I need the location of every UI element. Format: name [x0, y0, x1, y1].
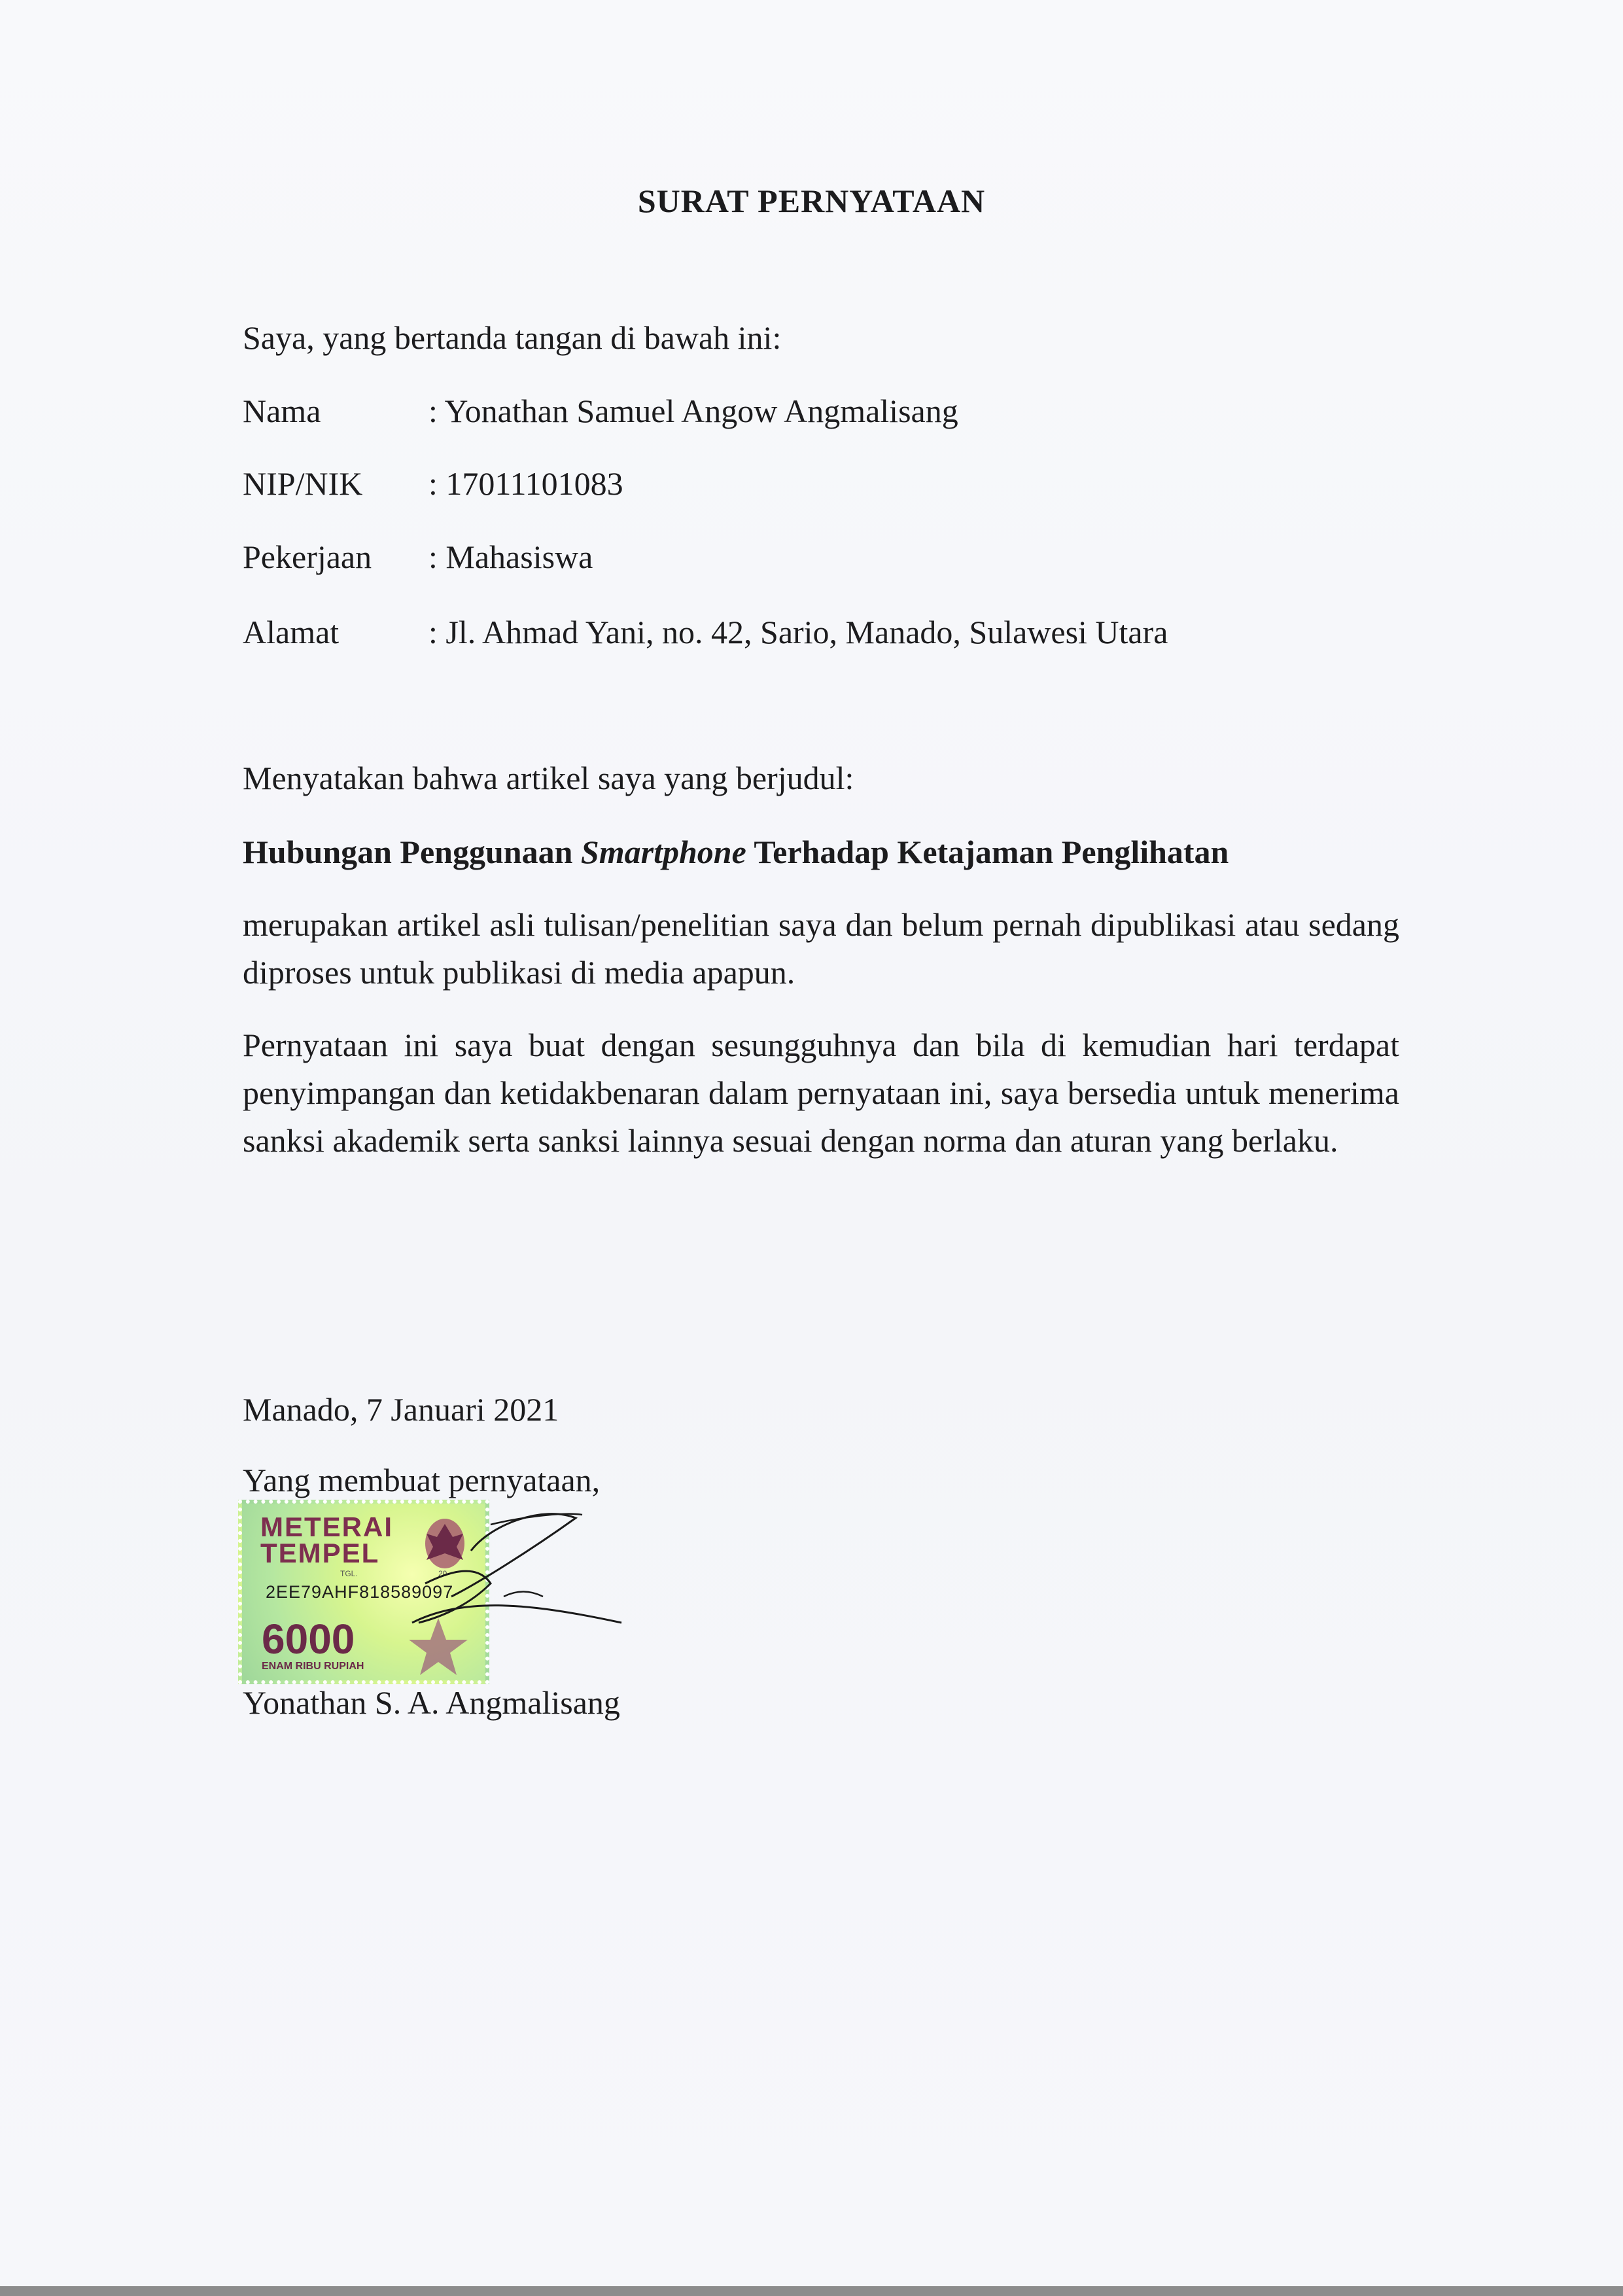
field-label-nip: NIP/NIK — [243, 465, 363, 502]
closing-text: Yang membuat pernyataan, — [243, 1462, 601, 1498]
stamp-value: 6000 — [262, 1616, 355, 1663]
scan-bottom-edge — [0, 2286, 1623, 2296]
statement-intro: Menyatakan bahwa artikel saya yang berjudul: — [243, 760, 854, 796]
intro-text: Saya, yang bertanda tangan di bawah ini: — [243, 319, 782, 356]
article-title-part1: Hubungan Penggunaan — [243, 834, 581, 870]
field-value-pekerjaan: : Mahasiswa — [428, 539, 593, 575]
field-value-nama: : Yonathan Samuel Angow Angmalisang — [428, 393, 958, 429]
handwritten-signature — [255, 1498, 648, 1655]
field-value-nip: : 17011101083 — [428, 465, 623, 502]
paragraph-originality: merupakan artikel asli tulisan/penelitian saya dan belum pernah dipublikasi atau sedang diproses untuk publikasi di media apapun. — [243, 906, 1399, 991]
signer-name: Yonathan S. A. Angmalisang — [243, 1684, 620, 1721]
field-label-alamat: Alamat — [243, 614, 340, 650]
document-title: SURAT PERNYATAAN — [637, 183, 986, 219]
article-title-italic: Smartphone — [580, 834, 746, 870]
stamp-year-prefix: 20 — [438, 1569, 447, 1578]
field-value-alamat: : Jl. Ahmad Yani, no. 42, Sario, Manado, Sulawesi Utara — [428, 614, 1168, 650]
stamp-serial: 2EE79AHF818589097 — [266, 1582, 454, 1602]
stamp-word-meterai: METERAI — [260, 1511, 393, 1542]
stamp-value-words: ENAM RIBU RUPIAH — [262, 1661, 364, 1672]
stamp-tgl: TGL. — [340, 1569, 358, 1578]
place-date: Manado, 7 Januari 2021 — [243, 1391, 559, 1428]
field-label-nama: Nama — [243, 393, 321, 429]
article-title — [243, 832, 1229, 872]
stamp-word-tempel: TEMPEL — [260, 1538, 380, 1568]
field-label-pekerjaan: Pekerjaan — [243, 539, 372, 575]
article-title-part2: Terhadap Ketajaman Penglihatan — [746, 834, 1229, 870]
paragraph-declaration: Pernyataan ini saya buat dengan sesungguhnya dan bila di kemudian hari terdapat penyimpangan dan ketidakbenaran dalam pernyataan ini, saya bersedia untuk menerima sanksi akademik serta sanksi lainnya sesuai dengan norma dan aturan yang berlaku. — [243, 1027, 1399, 1159]
